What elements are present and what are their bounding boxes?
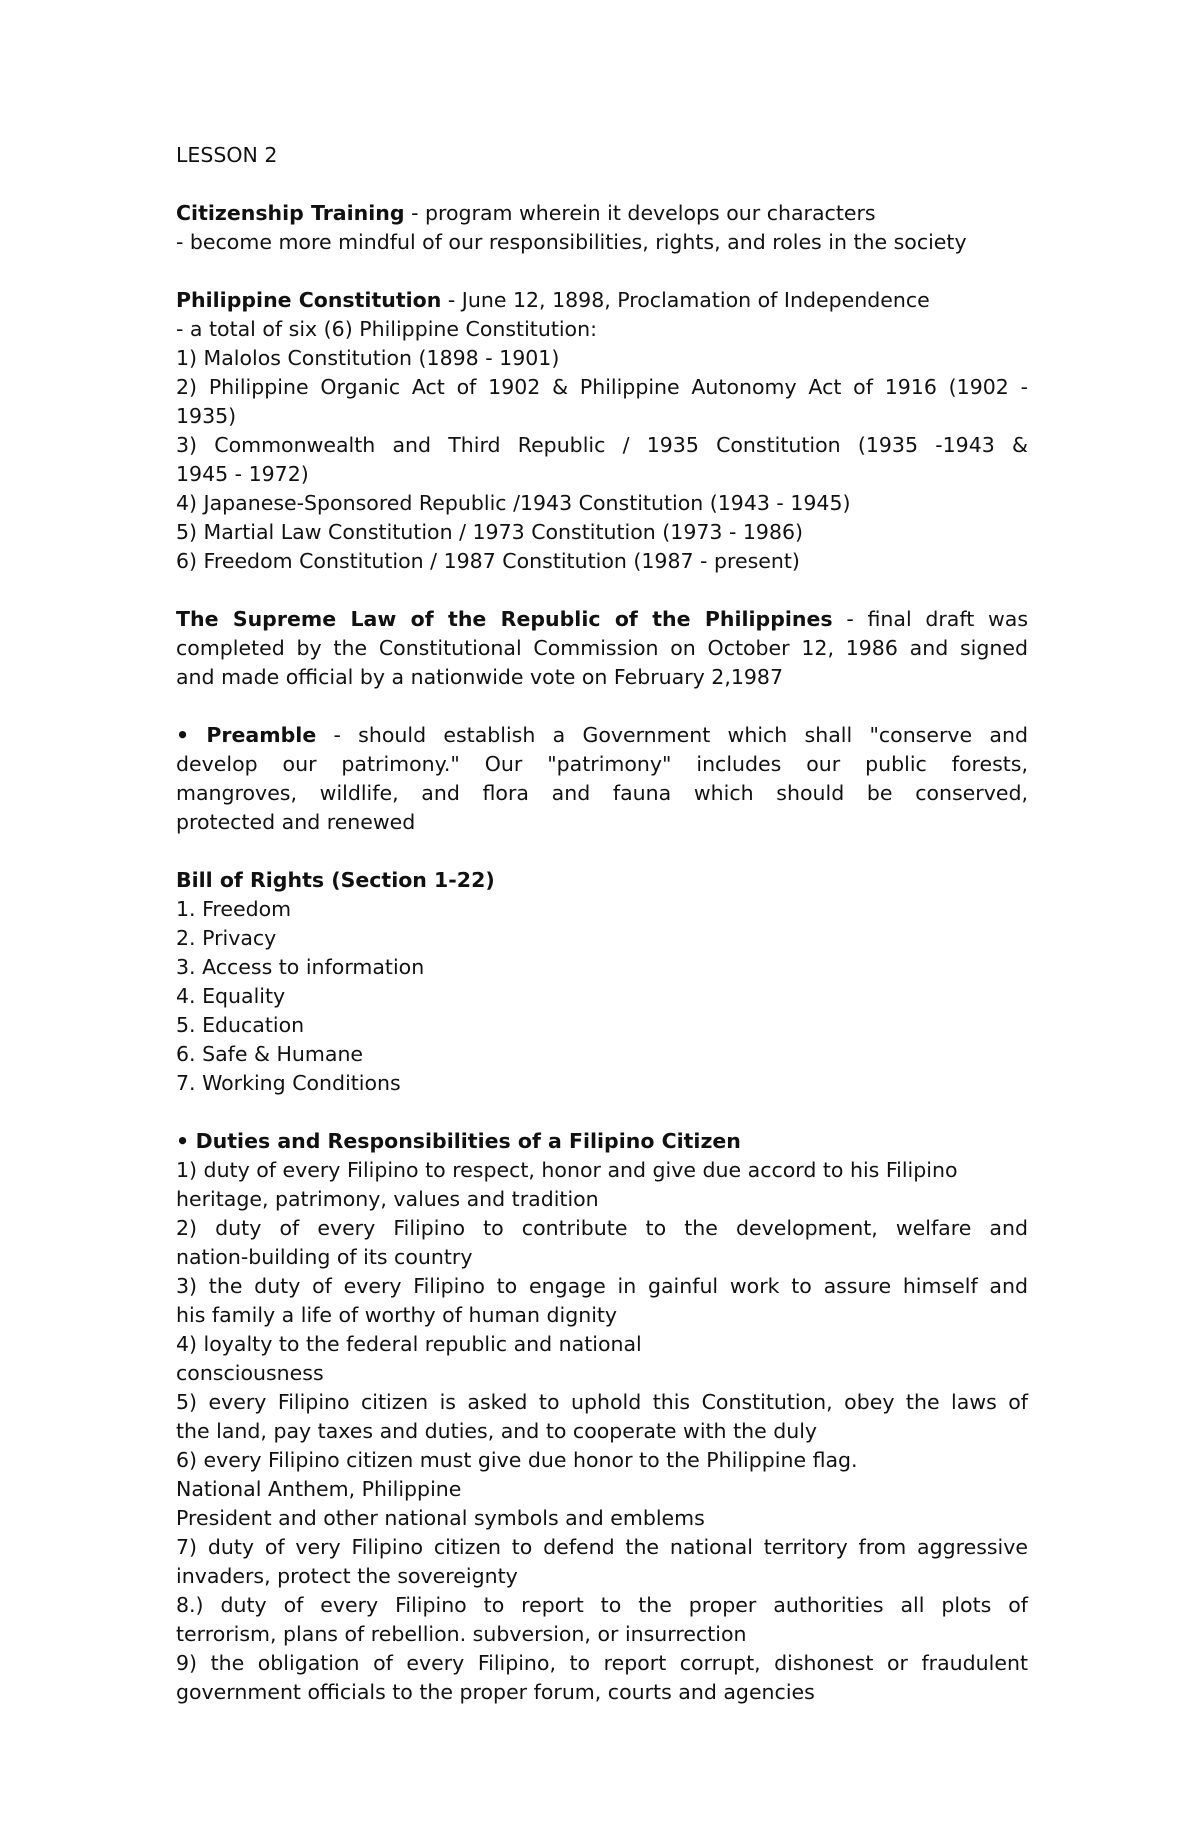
bill-of-rights-item: 1. Freedom [176, 897, 292, 921]
constitution-total: - a total of six (6) Philippine Constitution: [176, 317, 597, 341]
duties-line: heritage, patrimony, values and tradition [176, 1187, 599, 1211]
spacer [176, 170, 1028, 199]
preamble-line-4: protected and renewed [176, 810, 416, 834]
preamble-line-2: develop our patrimony." Our "patrimony" includes our public forests, [176, 752, 1028, 776]
bullet-icon: • [176, 723, 190, 747]
citizenship-heading: Citizenship Training [176, 201, 405, 225]
citizenship-paragraph [176, 199, 1028, 228]
duties-line: nation-building of its country [176, 1245, 473, 1269]
duties-line: 4) loyalty to the federal republic and national [176, 1332, 642, 1356]
supreme-law-paragraph [176, 605, 1028, 634]
duties-line: consciousness [176, 1361, 324, 1385]
duties-line: 8.) duty of every Filipino to report to the proper authorities all plots of [176, 1593, 1028, 1617]
constitution-heading: Philippine Constitution [176, 288, 442, 312]
lesson-title: LESSON 2 [176, 143, 278, 167]
constitution-text: - June 12, 1898, Proclamation of Independence [441, 288, 930, 312]
citizenship-text: - program wherein it develops our characters [404, 201, 876, 225]
bullet-icon: • [176, 1129, 190, 1153]
spacer [176, 837, 1028, 866]
duties-line: 6) every Filipino citizen must give due honor to the Philippine flag. [176, 1448, 858, 1472]
document-page [176, 141, 1028, 1707]
bill-of-rights-item: 7. Working Conditions [176, 1071, 401, 1095]
preamble-paragraph [176, 721, 1028, 750]
duties-line: President and other national symbols and emblems [176, 1506, 705, 1530]
duties-line: 9) the obligation of every Filipino, to report corrupt, dishonest or fraudulent [176, 1651, 1028, 1675]
spacer [176, 257, 1028, 286]
spacer [176, 692, 1028, 721]
spacer [176, 1098, 1028, 1127]
constitution-paragraph [176, 286, 1028, 315]
duties-line: government officials to the proper forum, courts and agencies [176, 1680, 815, 1704]
supreme-law-heading: The Supreme Law of the Republic of the Philippines [176, 607, 833, 631]
bill-of-rights-item: 6. Safe & Humane [176, 1042, 364, 1066]
duties-line: 5) every Filipino citizen is asked to uphold this Constitution, obey the laws of [176, 1390, 1028, 1414]
preamble-heading: Preamble [206, 723, 317, 747]
duties-line: 7) duty of very Filipino citizen to defend the national territory from aggressive [176, 1535, 1028, 1559]
spacer [176, 576, 1028, 605]
duties-line: 2) duty of every Filipino to contribute to the development, welfare and [176, 1216, 1028, 1240]
supreme-law-text: - final draft was [832, 607, 1028, 631]
preamble-line-3: mangroves, wildlife, and flora and fauna which should be conserved, [176, 781, 1028, 805]
bill-of-rights-item: 2. Privacy [176, 926, 277, 950]
constitution-item: 4) Japanese-Sponsored Republic /1943 Constitution (1943 - 1945) [176, 491, 851, 515]
duties-line: the land, pay taxes and duties, and to cooperate with the duly [176, 1419, 818, 1443]
duties-heading: Duties and Responsibilities of a Filipino Citizen [195, 1129, 741, 1153]
duties-line: 3) the duty of every Filipino to engage in gainful work to assure himself and [176, 1274, 1028, 1298]
bill-of-rights-heading: Bill of Rights (Section 1-22) [176, 868, 495, 892]
supreme-law-line-3: and made official by a nationwide vote on February 2,1987 [176, 665, 784, 689]
constitution-item: 1) Malolos Constitution (1898 - 1901) [176, 346, 560, 370]
bill-of-rights-item: 3. Access to information [176, 955, 425, 979]
duties-line: terrorism, plans of rebellion. subversion, or insurrection [176, 1622, 747, 1646]
preamble-text: - should establish a Government which shall "conserve and [316, 723, 1028, 747]
constitution-item: 5) Martial Law Constitution / 1973 Constitution (1973 - 1986) [176, 520, 804, 544]
constitution-item: 1935) [176, 404, 237, 428]
constitution-item: 1945 - 1972) [176, 462, 309, 486]
duties-line: 1) duty of every Filipino to respect, honor and give due accord to his Filipino [176, 1158, 958, 1182]
duties-line: invaders, protect the sovereignty [176, 1564, 518, 1588]
duties-line: National Anthem, Philippine [176, 1477, 462, 1501]
bill-of-rights-item: 4. Equality [176, 984, 286, 1008]
constitution-item: 6) Freedom Constitution / 1987 Constitution (1987 - present) [176, 549, 800, 573]
supreme-law-line-2: completed by the Constitutional Commission on October 12, 1986 and signed [176, 636, 1028, 660]
duties-line: his family a life of worthy of human dignity [176, 1303, 618, 1327]
constitution-item: 2) Philippine Organic Act of 1902 & Philippine Autonomy Act of 1916 (1902 - [176, 375, 1028, 399]
citizenship-line-2: - become more mindful of our responsibilities, rights, and roles in the society [176, 230, 967, 254]
bill-of-rights-item: 5. Education [176, 1013, 305, 1037]
duties-heading-line [176, 1127, 1028, 1156]
constitution-item: 3) Commonwealth and Third Republic / 1935 Constitution (1935 -1943 & [176, 433, 1028, 457]
